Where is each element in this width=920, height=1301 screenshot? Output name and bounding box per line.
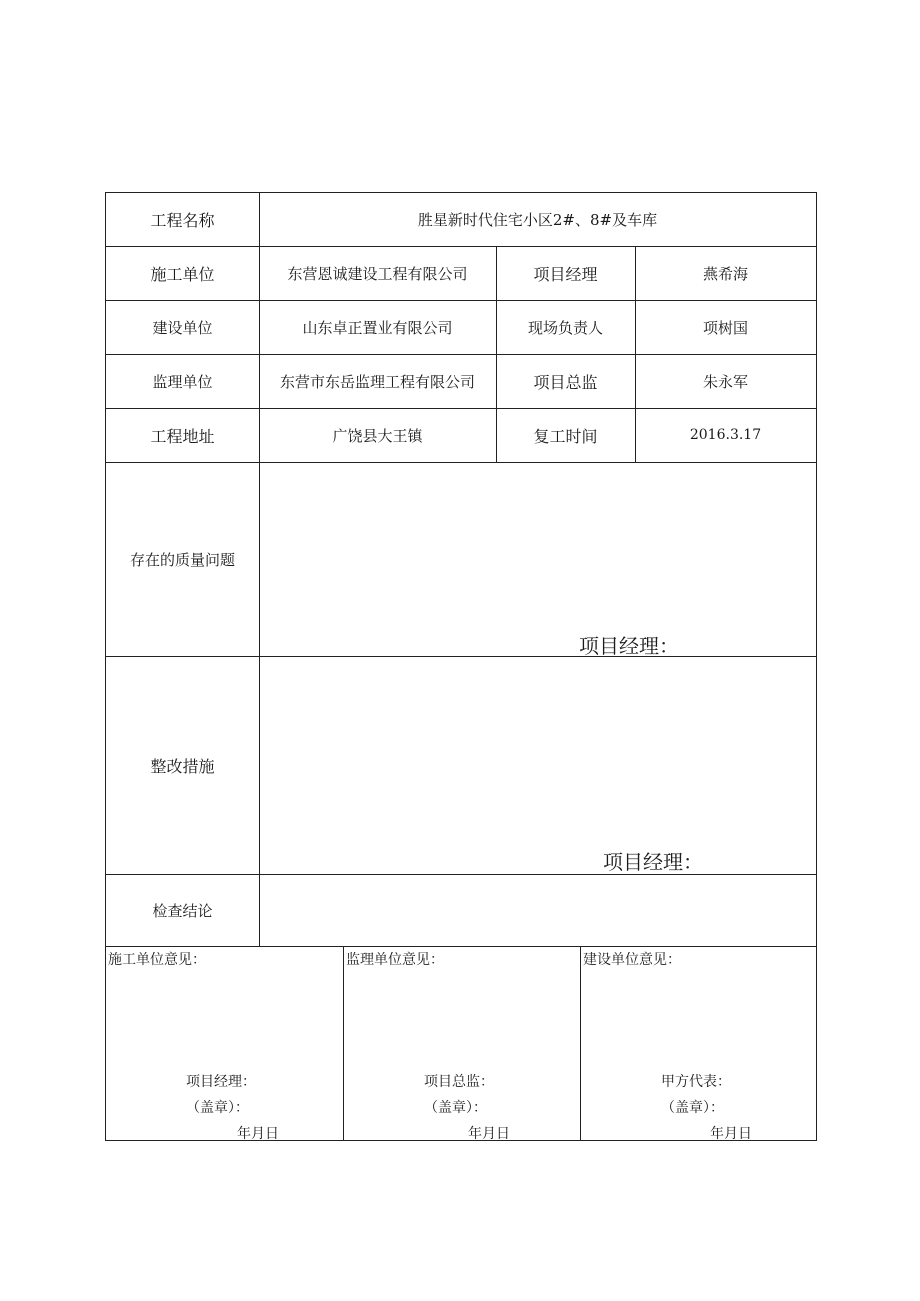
- inspection-label: 检查结论: [152, 901, 213, 920]
- builder-opinion-heading: 建设单位意见：: [583, 952, 681, 968]
- project-manager-label: 项目经理: [533, 264, 598, 284]
- rectification-signature: 项目经理：: [603, 850, 703, 874]
- supervision-opinion-date: 年月日: [468, 1126, 510, 1142]
- builder-opinion-date: 年月日: [710, 1126, 752, 1142]
- builder-opinion-signer: 甲方代表：: [661, 1074, 731, 1090]
- supervision-unit-label: 监理单位: [152, 372, 213, 391]
- construction-opinion-signer: 项目经理：: [186, 1074, 256, 1090]
- supervision-opinion-seal: （盖章）：: [424, 1100, 487, 1116]
- column-divider: [580, 946, 581, 1141]
- supervision-unit-value: 东营市东岳监理工程有限公司: [279, 372, 475, 391]
- builder-unit-label: 建设单位: [152, 318, 213, 337]
- construction-opinion-date: 年月日: [237, 1126, 279, 1142]
- resumption-form-table: [105, 192, 817, 1141]
- site-lead-label: 现场负责人: [527, 318, 603, 337]
- column-divider: [343, 946, 344, 1141]
- supervision-opinion-signer: 项目总监：: [424, 1074, 494, 1090]
- resume-time-label: 复工时间: [533, 426, 598, 446]
- address-label: 工程地址: [150, 426, 215, 446]
- resume-time-value: 2016.3.17: [689, 427, 762, 443]
- supervision-opinion-heading: 监理单位意见：: [346, 952, 444, 968]
- builder-opinion-seal: （盖章）：: [661, 1100, 724, 1116]
- site-lead-value: 项树国: [702, 318, 748, 337]
- project-name-value: 胜星新时代住宅小区2#、8#及车库: [417, 211, 658, 229]
- row-divider: [106, 946, 816, 947]
- construction-unit-value: 东营恩诚建设工程有限公司: [287, 264, 468, 283]
- chief-supervisor-value: 朱永军: [702, 372, 748, 391]
- quality-issues-signature: 项目经理：: [579, 634, 679, 658]
- quality-issues-label: 存在的质量问题: [129, 550, 235, 569]
- construction-opinion-heading: 施工单位意见：: [108, 952, 206, 968]
- chief-supervisor-label: 项目总监: [533, 372, 598, 392]
- rectification-label: 整改措施: [150, 756, 215, 776]
- construction-unit-label: 施工单位: [150, 264, 215, 284]
- address-value: 广饶县大王镇: [332, 426, 423, 445]
- project-manager-value: 燕希海: [702, 264, 748, 283]
- builder-unit-value: 山东卓正置业有限公司: [302, 318, 453, 337]
- construction-opinion-seal: （盖章）：: [186, 1100, 249, 1116]
- project-name-label: 工程名称: [150, 211, 215, 230]
